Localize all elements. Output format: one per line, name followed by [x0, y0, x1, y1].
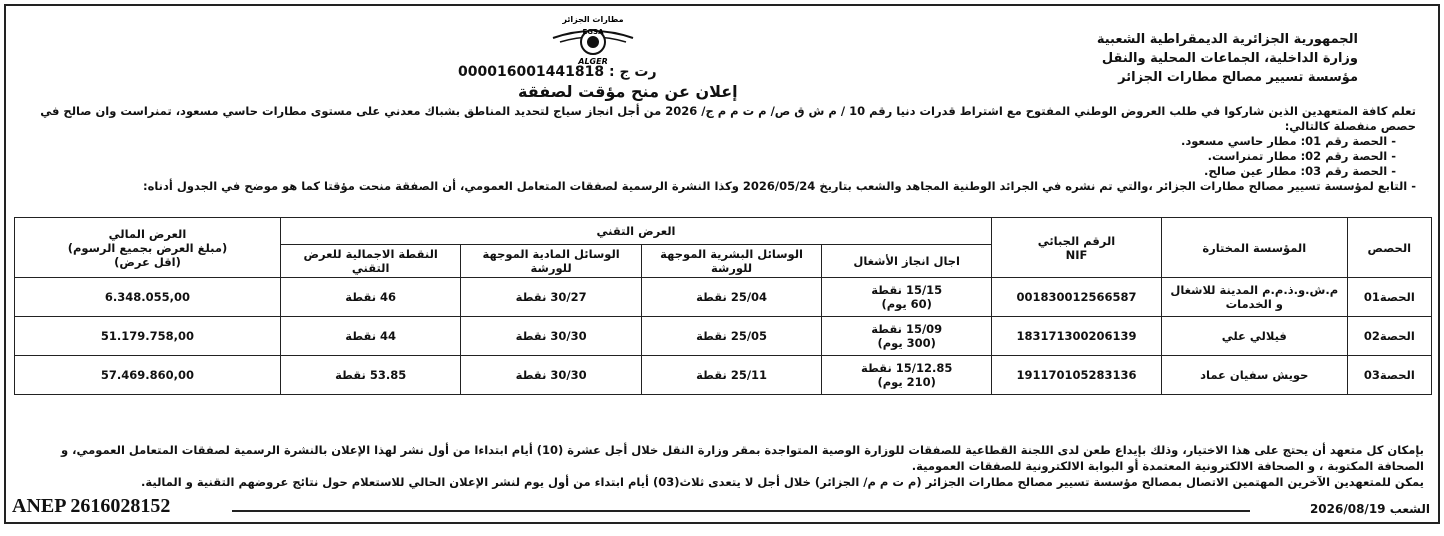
lots-list	[26, 134, 1416, 179]
nif-cell: 183171300206139	[992, 317, 1162, 356]
col-company: المؤسسة المختارة	[1161, 218, 1347, 278]
logo-bottom-text: ALGER	[578, 57, 608, 66]
reference-value: 000016001441818	[458, 64, 605, 80]
human-cell: 25/04 نقطة	[641, 278, 821, 317]
col-financial-sub2: (اقل عرض)	[114, 254, 181, 269]
col-technical: العرض التقني	[280, 218, 991, 245]
header	[58, 12, 1358, 102]
ministry-name: وزارة الداخلية، الجماعات المحلية والنقل	[1101, 51, 1358, 66]
lot-item: - الحصة رقم 01: مطار حاسي مسعود.	[26, 134, 1396, 149]
lot-item: - الحصة رقم 02: مطار تمنراست.	[26, 149, 1396, 164]
republic-name: الجمهورية الجزائرية الديمقراطية الشعبية	[1096, 32, 1358, 47]
table-row	[15, 317, 1432, 356]
amount-cell: 51.179.758,00	[15, 317, 281, 356]
institution-name: مؤسسة تسيير مصالح مطارات الجزائر	[1118, 70, 1358, 85]
deadline-score: 15/09 نقطة	[871, 322, 943, 336]
human-cell: 25/05 نقطة	[641, 317, 821, 356]
company-cell: م.ش.و.ذ.م.م المدينة للاشغال و الخدمات	[1161, 278, 1347, 317]
announcement-body	[26, 104, 1416, 194]
bottom-bar	[12, 496, 1430, 518]
announcement-page	[4, 4, 1440, 524]
table-row	[15, 356, 1432, 395]
col-financial-title: العرض المالي	[108, 226, 187, 241]
col-nif-en: NIF	[1065, 247, 1088, 262]
nif-cell: 001830012566587	[992, 278, 1162, 317]
col-financial-sub1: (مبلغ العرض بجميع الرسوم)	[67, 240, 228, 255]
footer-text	[14, 442, 1424, 490]
total-cell: 44 نقطة	[280, 317, 460, 356]
deadline-duration: (60 يوم)	[881, 297, 932, 311]
material-cell: 30/27 نقطة	[461, 278, 641, 317]
col-human: الوسائل البشرية الموجهة للورشة	[641, 245, 821, 278]
deadline-score: 15/15 نقطة	[871, 283, 943, 297]
table-row	[15, 278, 1432, 317]
human-cell: 25/11 نقطة	[641, 356, 821, 395]
deadline-duration: (300 يوم)	[877, 336, 936, 350]
company-cell: فيلالي علي	[1161, 317, 1347, 356]
nif-cell: 191170105283136	[992, 356, 1162, 395]
lot-cell: الحصة01	[1347, 278, 1431, 317]
lot-cell: الحصة02	[1347, 317, 1431, 356]
company-cell: حويش سفيان عماد	[1161, 356, 1347, 395]
announcement-title: إعلان عن منح مؤقت لصفقة	[518, 82, 738, 101]
issuer-block	[1097, 30, 1358, 87]
lot-cell: الحصة03	[1347, 356, 1431, 395]
logo-mid-text: EGSA	[582, 28, 604, 36]
reference-label: رت ج :	[609, 64, 657, 80]
logo-top-text: مطارات الجزائر	[562, 15, 624, 24]
contact-paragraph: يمكن للمتعهدين الآخرين المهتمين الاتصال بمصالح مؤسسة تسيير مصالح مطارات الجزائر (م ت م م/ الجزائر) خلال أجل لا يتعدى ثلاث(03) أيام ابتداء من أول يوم لنشر الإعلان الحالي للاستعلام حول نتائج عروضهم التقنية و المالية.	[141, 475, 1424, 489]
publication-source: الشعب 2026/08/19	[1309, 502, 1430, 516]
reference-number	[458, 64, 657, 80]
deadline-duration: (210 يوم)	[877, 375, 936, 389]
publication-note: - التابع لمؤسسة تسيير مصالح مطارات الجزائر ،والتي تم نشره في الجرائد الوطنية المجاهد والشعب بتاريخ 2026/05/24 وكذا النشرة الرسمية لصفقات المتعامل العمومي، أن الصفقة منحت مؤقتا كما هو موضح في الجدول أدناه:	[142, 179, 1416, 193]
col-total: النقطة الاجمالية للعرض التقني	[280, 245, 460, 278]
lot-item: - الحصة رقم 03: مطار عين صالح.	[26, 164, 1396, 179]
deadline-cell	[822, 278, 992, 317]
col-lot: الحصص	[1347, 218, 1431, 278]
total-cell: 46 نقطة	[280, 278, 460, 317]
total-cell: 53.85 نقطة	[280, 356, 460, 395]
col-financial	[15, 218, 281, 278]
appeal-paragraph: بإمكان كل متعهد أن يحتج على هذا الاختيار، وذلك بإيداع طعن لدى اللجنة القطاعية للصفقات للوزارة الوصية المتواجدة بمقر وزارة النقل خلال أجل عشرة (10) أيام ابتداءا من أول نشر لهذا الإعلان بالنشرة الرسمية لصفقات المتعامل العمومي، و الصحافة المكتوبة ، و الصحافة الالكترونية المعتمدة أو البوابة الالكترونية للصفقات العمومية.	[60, 443, 1424, 473]
material-cell: 30/30 نقطة	[461, 356, 641, 395]
col-nif	[992, 218, 1162, 278]
deadline-score: 15/12.85 نقطة	[861, 361, 953, 375]
col-deadline: اجال انجاز الأشغال	[822, 245, 992, 278]
divider	[232, 510, 1250, 512]
amount-cell: 6.348.055,00	[15, 278, 281, 317]
amount-cell: 57.469.860,00	[15, 356, 281, 395]
col-material: الوسائل المادية الموجهة للورشة	[461, 245, 641, 278]
material-cell: 30/30 نقطة	[461, 317, 641, 356]
awards-table	[14, 217, 1432, 395]
deadline-cell	[822, 317, 992, 356]
intro-paragraph: تعلم كافة المتعهدين الذين شاركوا في طلب العروض الوطني المفتوح مع اشتراط قدرات دنيا رقم 10 / م ش ق ص/ م ت م م ج/ 2026 من أجل انجاز سياج لتحديد المناطق بشباك معدني على مستوى مطارات حاسي مسعود، تمنراست وان صالح في حصص منفصلة كالتالي:	[40, 104, 1416, 133]
egsa-logo-icon	[548, 12, 638, 67]
deadline-cell	[822, 356, 992, 395]
anep-number: ANEP 2616028152	[12, 495, 171, 517]
col-nif-ar: الرقم الجبائي	[1037, 233, 1116, 248]
